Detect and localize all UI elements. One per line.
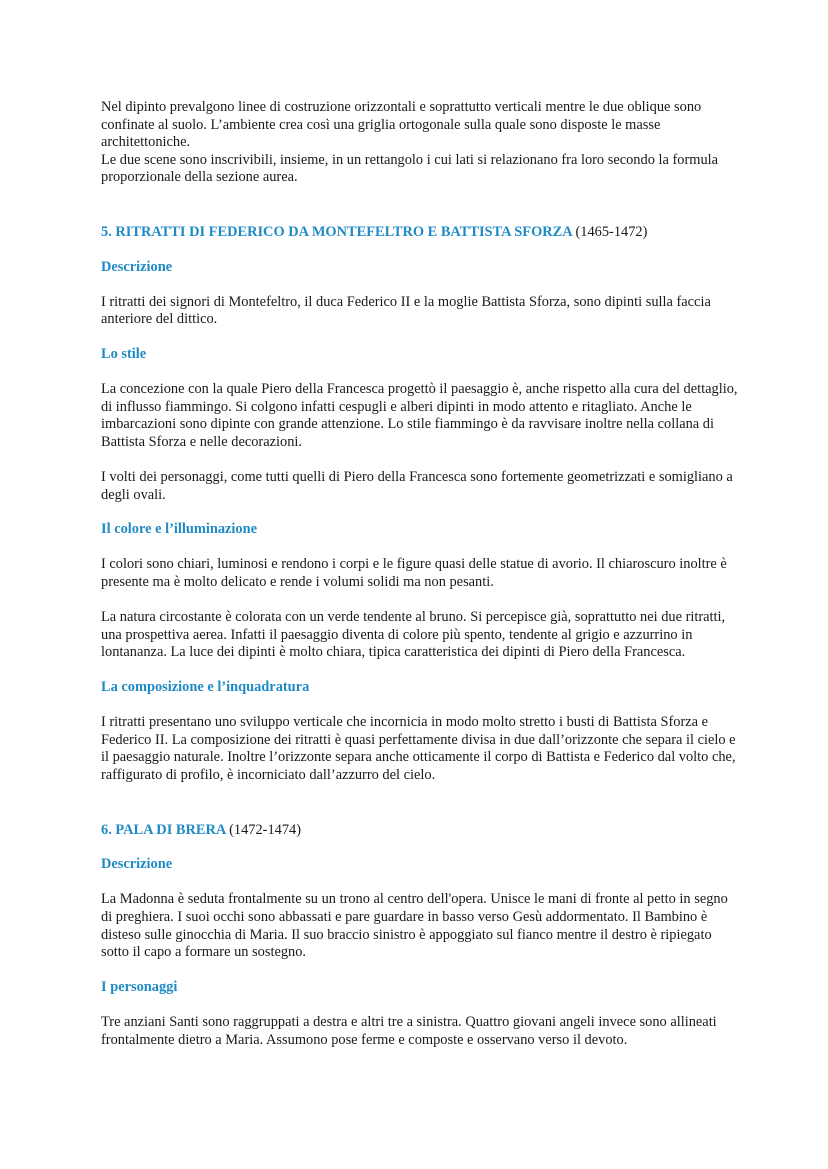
section-6-title-line xyxy=(101,822,741,840)
section-5-colore-paragraph-2: La natura circostante è colorata con un verde tendente al bruno. Si percepisce già, soprattutto nei due ritratti, una prospettiva aerea. Infatti il paesaggio diventa di colore più spento, tendente al grigio e azzurrino in lontananza. La luce dei dipinti è molto chiara, tipica caratteristica dei dipinti di Piero della Francesca. xyxy=(101,609,726,661)
section-5-title-line xyxy=(101,224,741,242)
section-5-stile-paragraph-2: I volti dei personaggi, come tutti quelli di Piero della Francesca sono fortemente geometrizzati e somigliano a degli ovali. xyxy=(101,469,733,503)
section-5-composizione-heading: La composizione e l’inquadratura xyxy=(101,679,310,696)
intro-paragraph-2: Le due scene sono inscrivibili, insieme, in un rettangolo i cui lati si relazionano fra loro secondo la formula proporzionale della sezione aurea. xyxy=(101,151,719,186)
section-5-title: 5. RITRATTI DI FEDERICO DA MONTEFELTRO E BATTISTA SFORZA xyxy=(101,223,572,240)
document-page xyxy=(101,99,741,1049)
section-6-title: 6. PALA DI BRERA xyxy=(101,821,226,838)
section-6-personaggi-text: Tre anziani Santi sono raggruppati a destra e altri tre a sinistra. Quattro giovani angeli invece sono allineati frontalmente dietro a Maria. Assumono pose ferme e composte e osservano verso il devoto. xyxy=(101,1013,717,1048)
section-5-descrizione-heading: Descrizione xyxy=(101,258,173,275)
section-6-years: (1472-1474) xyxy=(229,821,302,838)
intro-paragraph-1: Nel dipinto prevalgono linee di costruzione orizzontali e soprattutto verticali mentre le due oblique sono confinate al suolo. L’ambiente crea così una griglia ortogonale sulla quale sono disposte le masse architettoniche. xyxy=(101,99,702,151)
section-6-descrizione-heading: Descrizione xyxy=(101,856,173,873)
section-6-descrizione-text: La Madonna è seduta frontalmente su un trono al centro dell'opera. Unisce le mani di fronte al petto in segno di preghiera. I suoi occhi sono abbassati e pare guardare in basso verso Gesù addormentato. Il Bambino è disteso sulle ginocchia di Maria. Il suo braccio sinistro è appoggiato sul fianco mentre il destro è ripiegato sotto il capo a formare un sostegno. xyxy=(101,891,728,961)
section-5-descrizione-text: I ritratti dei signori di Montefeltro, il duca Federico II e la moglie Battista Sforza, sono dipinti sulla faccia anteriore del dittico. xyxy=(101,293,711,328)
section-5-colore-paragraph-1: I colori sono chiari, luminosi e rendono i corpi e le figure quasi delle statue di avorio. Il chiaroscuro inoltre è presente ma è molto delicato e rende i volumi solidi ma non pesanti. xyxy=(101,556,727,591)
section-5-years: (1465-1472) xyxy=(575,223,648,240)
section-6-personaggi-heading: I personaggi xyxy=(101,978,178,995)
section-5-composizione-text: I ritratti presentano uno sviluppo verticale che incornicia in modo molto stretto i busti di Battista Sforza e Federico II. La composizione dei ritratti è quasi perfettamente divisa in due dall’orizzonte che separa il cielo e il paesaggio naturale. Inoltre l’orizzonte separa anche otticamente il corpo di Battista e Federico dal volto che, raffigurato di profilo, è incorniciato dall’azzurro del cielo. xyxy=(101,714,736,783)
section-5-stile-paragraph-1: La concezione con la quale Piero della Francesca progettò il paesaggio è, anche rispetto alla cura del dettaglio, di influsso fiammingo. Si colgono infatti cespugli e alberi dipinti in modo attento e ritagliato. Anche le imbarcazioni sono dipinte con grande attenzione. Lo stile fiammingo è da ravvisare inoltre nella collana di Battista Sforza e nelle decorazioni. xyxy=(101,381,738,450)
section-5-colore-heading: Il colore e l’illuminazione xyxy=(101,521,258,538)
section-5-stile-heading: Lo stile xyxy=(101,345,147,362)
